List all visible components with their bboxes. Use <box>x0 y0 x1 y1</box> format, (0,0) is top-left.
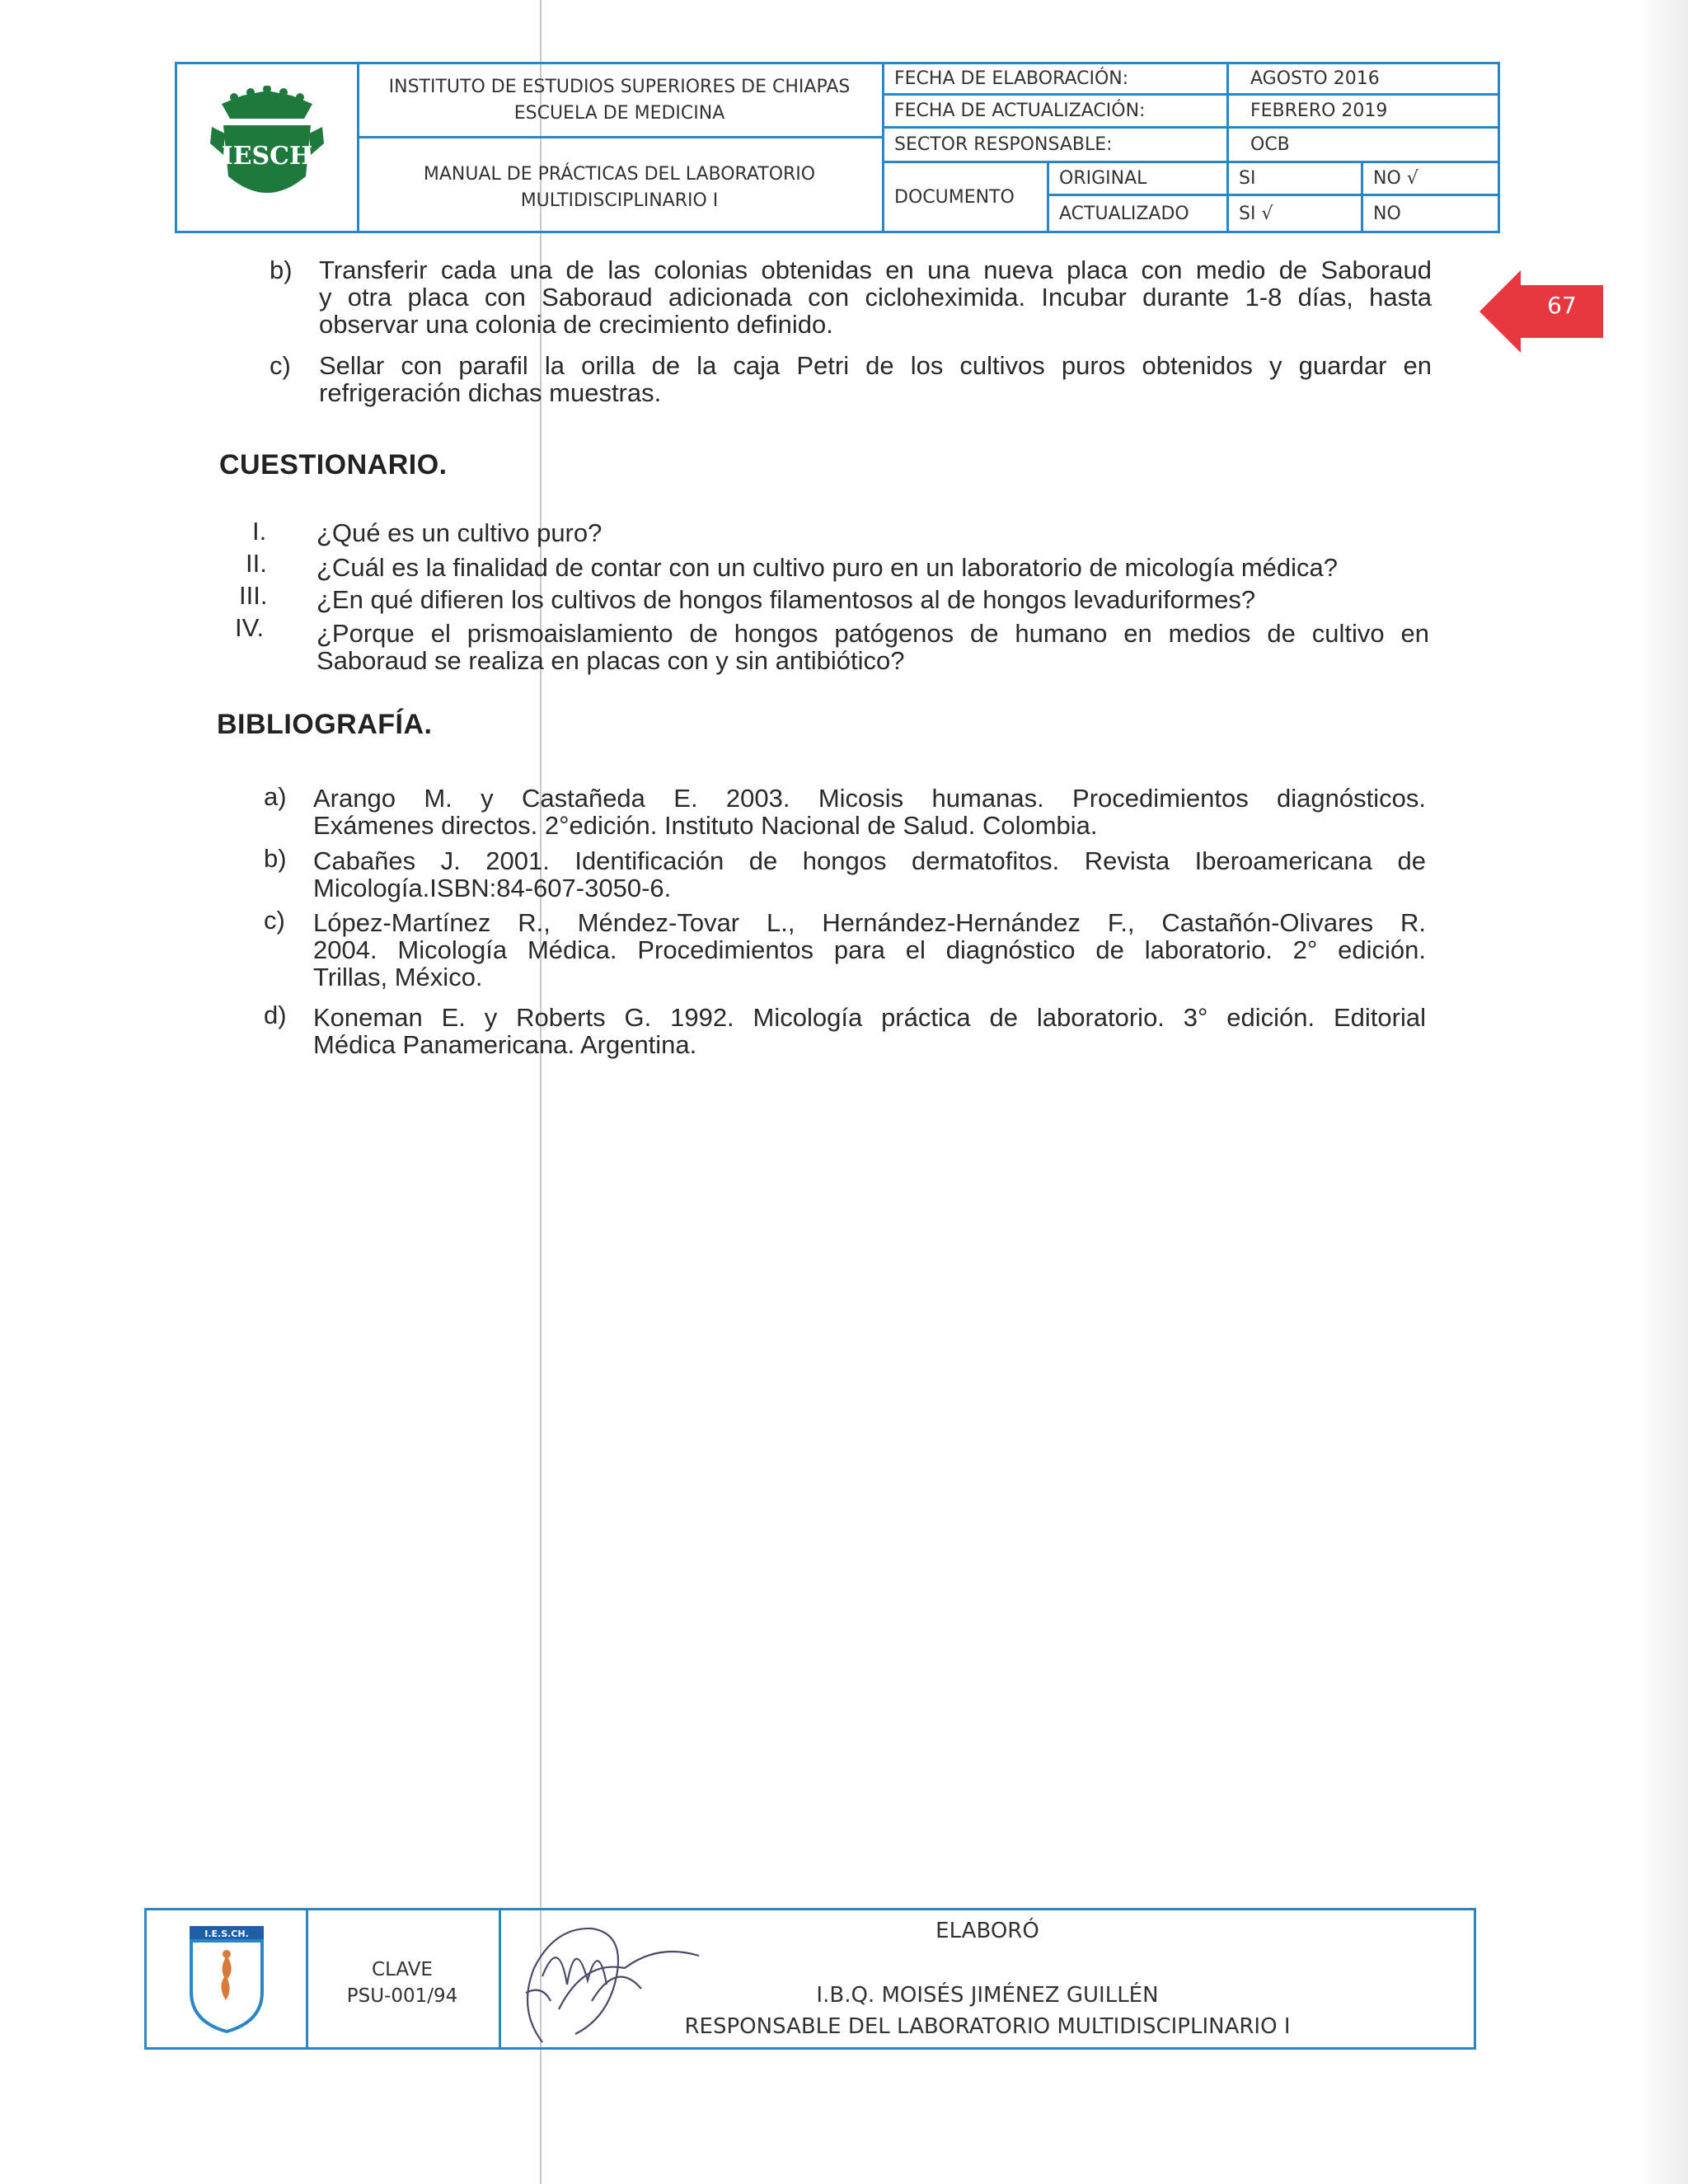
original-no: NO √ <box>1363 163 1498 196</box>
manual-title-line1: MANUAL DE PRÁCTICAS DEL LABORATORIO <box>423 164 816 185</box>
fecha-actualizacion-value: FEBRERO 2019 <box>1229 96 1498 129</box>
elaboro-label: ELABORÓ <box>935 1919 1039 1943</box>
procedure-step-c: Sellar con parafil la orilla de la caja Petri de los cultivos puros obtenidos y guardar en refrigeración dichas muestras. <box>319 351 1432 407</box>
clave-label: CLAVE <box>372 1959 433 1980</box>
iesch-logo <box>177 64 359 231</box>
page-edge-shade <box>1639 0 1688 2184</box>
svg-text:IESCH: IESCH <box>221 142 313 171</box>
question-marker-3: III. <box>239 581 268 610</box>
fecha-actualizacion-label: FECHA DE ACTUALIZACIÓN: <box>884 96 1229 129</box>
cuestionario-heading: CUESTIONARIO. <box>219 449 448 480</box>
document-footer-table <box>144 1908 1476 2050</box>
bibliografia-heading: BIBLIOGRAFÍA. <box>217 709 433 740</box>
fecha-elaboracion-value: AGOSTO 2016 <box>1229 64 1498 96</box>
question-marker-4: IV. <box>235 613 265 642</box>
manual-title-cell <box>357 138 884 231</box>
procedure-step-b: Transferir cada una de las colonias obtenidas en una nueva placa con medio de Saboraud y otra placa con Saboraud adicionada con cicloheximida. Incubar durante 1-8 días, hasta observar una colonia de crecimiento definido. <box>319 255 1432 339</box>
clave-value: PSU-001/94 <box>346 1985 458 2007</box>
sector-value: OCB <box>1229 129 1498 163</box>
procedure-marker-b: b) <box>270 255 293 284</box>
question-4: ¿Porque el prismoaislamiento de hongos patógenos de humano en medios de cultivo en Saboraud se realiza en placas con y sin antibiótico? <box>316 619 1429 675</box>
institution-cell <box>357 64 884 138</box>
actualizado-si: SI √ <box>1229 196 1363 231</box>
svg-text:I.E.S.CH.: I.E.S.CH. <box>204 1929 249 1939</box>
question-marker-1: I. <box>252 517 267 546</box>
actualizado-no: NO <box>1373 203 1401 224</box>
sector-label: SECTOR RESPONSABLE: <box>884 129 1229 163</box>
documento-label: DOCUMENTO <box>884 163 1049 231</box>
bib-entry-c: López-Martínez R., Méndez-Tovar L., Hernández-Hernández F., Castañón-Olivares R. 2004. Micología Médica. Procedimientos para el diagnóstico de laboratorio. 2° edición. Trillas, México. <box>313 908 1426 991</box>
clave-cell <box>306 1910 501 2047</box>
question-1: ¿Qué es un cultivo puro? <box>316 518 603 547</box>
page-number: 67 <box>1547 292 1577 319</box>
elaboro-cell <box>501 1910 1474 2047</box>
question-2: ¿Cuál es la finalidad de contar con un cultivo puro en un laboratorio de micología médica? <box>316 553 1339 582</box>
question-marker-2: II. <box>246 549 267 578</box>
bib-marker-d: d) <box>264 1001 287 1029</box>
bib-entry-b: Cabañes J. 2001. Identificación de hongos dermatofitos. Revista Iberoamericana de Micología.ISBN:84-607-3050-6. <box>313 846 1426 902</box>
bib-entry-d: Koneman E. y Roberts G. 1992. Micología práctica de laboratorio. 3° edición. Editorial Médica Panamericana. Argentina. <box>313 1003 1426 1059</box>
manual-title-line2: MULTIDISCIPLINARIO I <box>520 190 719 211</box>
responsible-name: I.B.Q. MOISÉS JIMÉNEZ GUILLÉN <box>816 1983 1159 2008</box>
responsible-role: RESPONSABLE DEL LABORATORIO MULTIDISCIPLINARIO I <box>684 2014 1291 2039</box>
institution-name: INSTITUTO DE ESTUDIOS SUPERIORES DE CHIAPAS <box>388 77 851 97</box>
bib-marker-b: b) <box>264 844 287 873</box>
bib-marker-c: c) <box>264 906 285 935</box>
procedure-marker-c: c) <box>270 351 291 380</box>
medicina-seal <box>147 1910 308 2047</box>
question-3: ¿En qué difieren los cultivos de hongos filamentosos al de hongos levaduriformes? <box>316 585 1256 614</box>
original-label: ORIGINAL <box>1049 163 1229 196</box>
document-info-grid <box>884 64 1498 231</box>
actualizado-label: ACTUALIZADO <box>1049 196 1229 231</box>
bib-entry-a: Arango M. y Castañeda E. 2003. Micosis humanas. Procedimientos diagnósticos. Exámenes directos. 2°edición. Instituto Nacional de Salud. Colombia. <box>313 784 1426 840</box>
bib-marker-a: a) <box>264 782 287 811</box>
fecha-elaboracion-label: FECHA DE ELABORACIÓN: <box>884 64 1229 96</box>
document-header-table <box>175 62 1500 233</box>
school-name: ESCUELA DE MEDICINA <box>513 103 725 124</box>
original-si: SI <box>1229 163 1363 196</box>
